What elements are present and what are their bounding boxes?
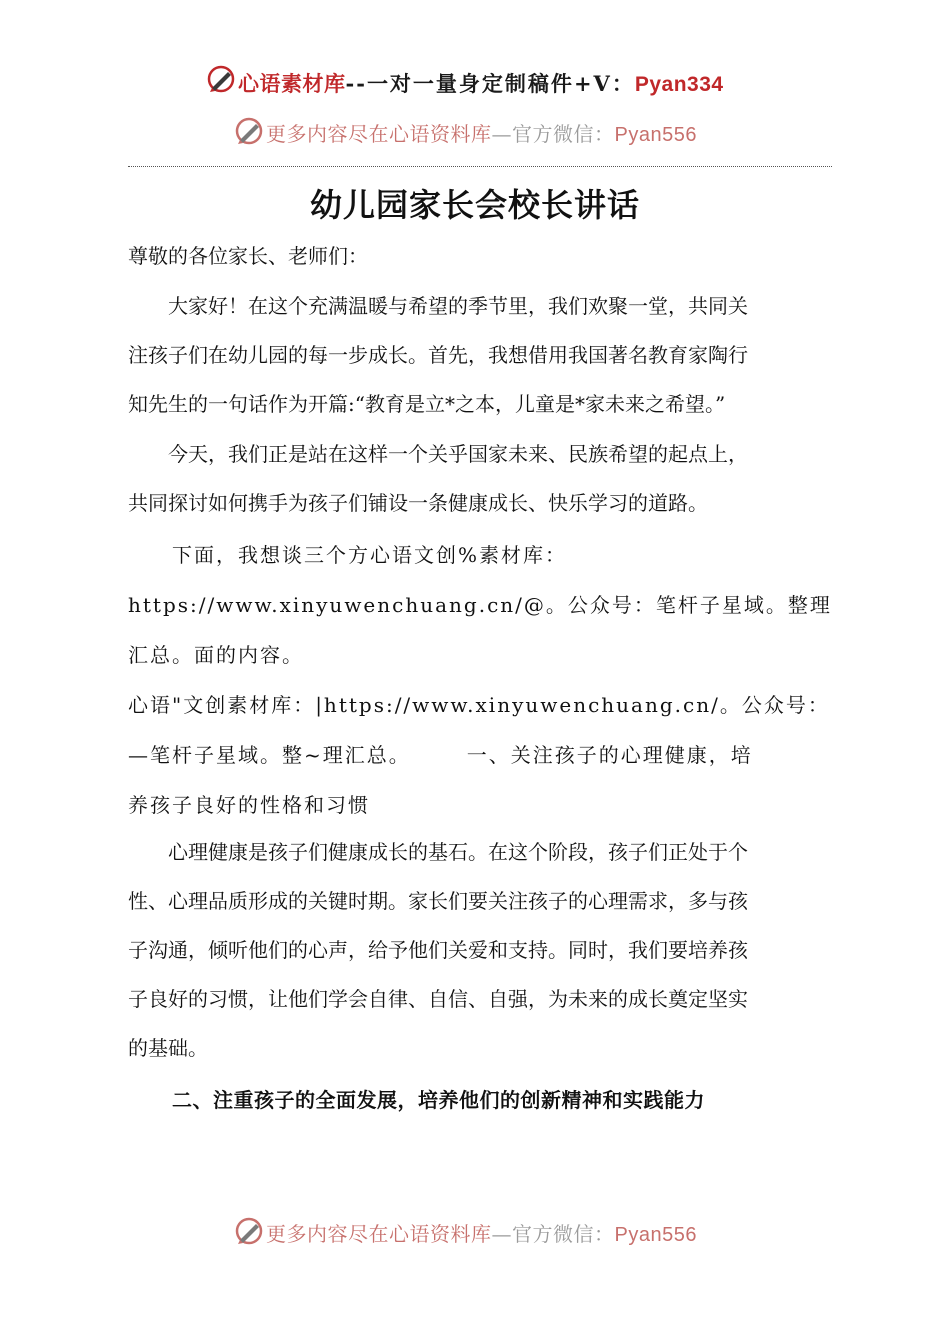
greeting: 尊敬的各位家长、老师们：: [128, 244, 368, 268]
paragraph-line: 子沟通，倾听他们的心声，给予他们关爱和支持。同时，我们要培养孩: [128, 938, 748, 962]
paragraph-2: [128, 430, 828, 528]
header-brand: 心语素材库: [238, 71, 346, 96]
watermark-text: 更多内容尽在心语资料库: [266, 122, 492, 146]
paragraph-1: [128, 282, 828, 429]
paragraph-line: 大家好！在这个充满温暖与希望的季节里，我们欢聚一堂，共同关: [128, 294, 748, 318]
header-contact-prefix: +V：: [573, 71, 635, 96]
paragraph-line: 下面，我想谈三个方心语文创%素材库：: [128, 543, 568, 567]
watermark-wechat: Pyan556: [614, 124, 697, 146]
paragraph-line: 心理健康是孩子们健康成长的基石。在这个阶段，孩子们正处于个: [128, 840, 748, 864]
paragraph-line: 的基础。: [128, 1036, 208, 1060]
paragraph-line: 心语"文创素材库：|https://www.xinyuwenchuang.cn/。公众号：: [128, 693, 830, 717]
pen-logo-icon: [234, 1216, 264, 1246]
watermark-top: [266, 118, 697, 147]
paragraph-line: 性、心理品质形成的关键时期。家长们要关注孩子的心理需求，多与孩: [128, 889, 748, 913]
paragraph-line: https://www.xinyuwenchuang.cn/@。公众号：笔杆子星域。整理: [128, 593, 832, 617]
paragraph-line: 今天，我们正是站在这样一个关乎国家未来、民族希望的起点上，: [128, 442, 748, 466]
paragraph-line: 养孩子良好的性格和习惯: [128, 793, 370, 817]
paragraph-line: —笔杆子星域。整~理汇总。 一、关注孩子的心理健康，培: [128, 743, 753, 767]
paragraph-3: [128, 530, 832, 830]
watermark-label: 官方微信：: [512, 1222, 615, 1246]
header-service: 一对一量身定制稿件: [366, 71, 574, 96]
header-divider: [128, 166, 832, 167]
header-contact-id: Pyan334: [634, 73, 724, 96]
watermark-dash: —: [491, 1222, 512, 1246]
watermark-wechat: Pyan556: [614, 1224, 697, 1246]
watermark-text: 更多内容尽在心语资料库: [266, 1222, 492, 1246]
header-dashes: --: [345, 71, 367, 96]
paragraph-line: 共同探讨如何携手为孩子们铺设一条健康成长、快乐学习的道路。: [128, 491, 708, 515]
watermark-dash: —: [491, 122, 512, 146]
watermark-label: 官方微信：: [512, 122, 615, 146]
paragraph-line: 知先生的一句话作为开篇:“教育是立*之本，儿童是*家未来之希望。”: [128, 392, 726, 416]
paragraph-4: [128, 828, 828, 1073]
section-heading-2: 二、注重孩子的全面发展，培养他们的创新精神和实践能力: [172, 1088, 705, 1112]
paragraph-line: 汇总。面的内容。: [128, 643, 304, 667]
page-title: 幼儿园家长会校长讲话: [309, 186, 640, 224]
header-banner: [238, 68, 724, 98]
pen-logo-icon: [206, 64, 236, 94]
watermark-bottom: [266, 1218, 697, 1247]
paragraph-line: 子良好的习惯，让他们学会自律、自信、自强，为未来的成长奠定坚实: [128, 987, 748, 1011]
paragraph-line: 注孩子们在幼儿园的每一步成长。首先，我想借用我国著名教育家陶行: [128, 343, 748, 367]
pen-logo-icon: [234, 116, 264, 146]
